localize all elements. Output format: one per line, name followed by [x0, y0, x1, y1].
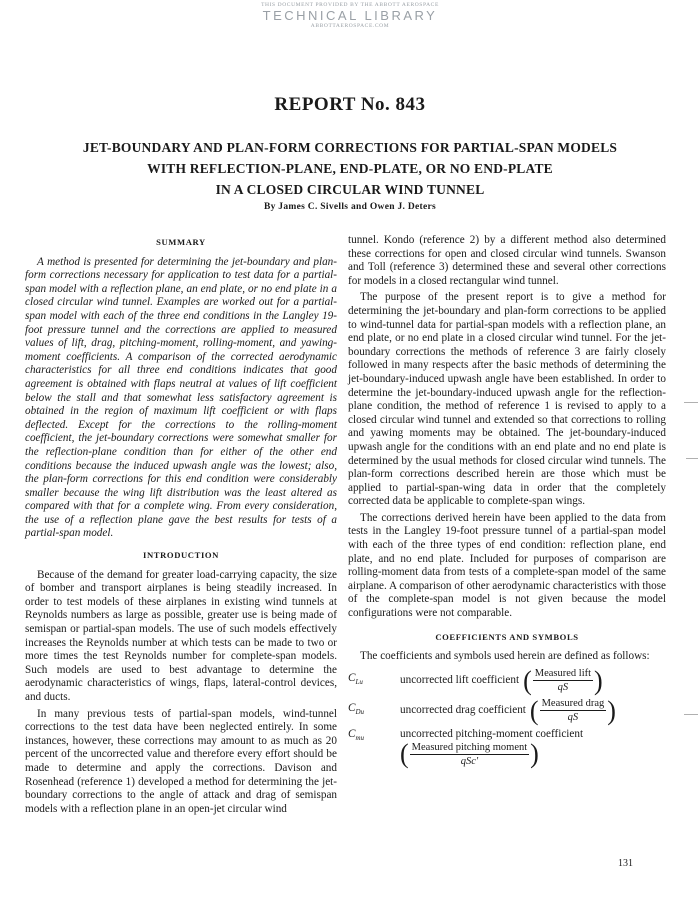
symbol: $C_{mu}$ — [348, 727, 365, 743]
margin-scan-mark — [684, 402, 698, 403]
report-title — [30, 137, 670, 200]
watermark-provider-text: THIS DOCUMENT PROVIDED BY THE ABBOTT AEROSPACE — [261, 2, 439, 8]
margin-scan-mark — [686, 458, 698, 459]
introduction-paragraph: In many previous tests of partial-span models, wind-tunnel corrections to the test data have been neglected entirely. In some instances, however, these corrections may amount to as much as 20 percent of the uncorrected value and therefore every effort should be made to determine and apply the corrections. Davison and Rosenhead (reference 1) developed a method for determining the jet-boundary corrections to the angle of attack and drag of semispan models with a reflection plane in an open-jet circular wind — [25, 707, 337, 815]
coefficients-intro: The coefficients and symbols used herein are defined as follows: — [360, 650, 650, 663]
symbol-definition — [348, 728, 666, 768]
body-paragraph: The purpose of the present report is to give a method for determining the jet-boundary and plan-form corrections to be applied to wind-tunnel data for partial-span models with a reflection plane, an end plate, or no end plate in a closed circular wind tunnel. For the jet-boundary corrections the methods of reference 3 are fairly closely followed in many respects after the basic methods of determining the jet-boundary-induced upwash angle have been established. In order to determine the jet-boundary-induced upwash angle for the reflection-plane condition, the method of reference 1 is revised to apply to a closed circular wind tunnel and extended so that corrections to rolling and yawing moments may be obtained. The jet-boundary-induced upwash angle for the conditions with an end plate and no end plate is determined by the usual methods for closed circular wind tunnels. The plan-form corrections described herein are those which must be applied to partial-span-wing data in order that the completely corrected data be applicable to complete-span wings. — [348, 291, 666, 508]
symbol-definition — [348, 665, 666, 696]
title-line: JET-BOUNDARY AND PLAN-FORM CORRECTIONS FOR PARTIAL-SPAN MODELS — [82, 140, 618, 155]
margin-scan-mark — [684, 714, 698, 715]
watermark-url: ABBOTTAEROSPACE.COM — [310, 23, 390, 29]
title-line: WITH REFLECTION-PLANE, END-PLATE, OR NO END-PLATE — [147, 161, 553, 176]
symbol: $C_{Du}$ — [348, 701, 365, 717]
introduction-heading: INTRODUCTION — [143, 550, 219, 561]
right-column — [348, 234, 666, 771]
symbol-description: uncorrected drag coefficient ( $\frac{\text{Measured drag}}{qS}$ ) — [400, 695, 616, 726]
report-number: REPORT No. 843 — [274, 94, 426, 115]
symbol-description: uncorrected pitching-moment coefficient ( $\frac{\text{Measured pitching moment}}{\text{qSc'}}$ ) — [400, 727, 584, 770]
symbol-description: uncorrected lift coefficient ( $\frac{\text{Measured lift}}{qS}$ ) — [400, 665, 603, 696]
authors-line: By James C. Sivells and Owen J. Deters — [263, 202, 437, 212]
symbol: $C_{Lu}$ — [348, 671, 363, 687]
body-paragraph: tunnel. Kondo (reference 2) by a different method also determined these corrections for open and closed circular wind tunnels. Swanson and Toll (reference 3) determined these and several other corrections for models in a closed rectangular wind tunnel. — [348, 234, 666, 287]
summary-heading: SUMMARY — [156, 237, 206, 247]
title-line: IN A CLOSED CIRCULAR WIND TUNNEL — [215, 182, 485, 197]
summary-paragraph: A method is presented for determining the jet-boundary and plan-form corrections necessary for application to test data for a partial-span model with a reflection plane, an end plate, or no end plate in a closed circular wind tunnel. Examples are worked out for a partial-span model with each of the three end conditions in the Langley 19-foot pressure tunnel and the corrections are applied to measured values of lift, drag, pitching-moment, rolling-moment, and yawing-moment coefficients. A comparison of the corrected aerodynamic characteristics for all three end conditions indicates that good agreement is obtained with flaps neutral at values of lift coefficient below the stall and that somewhat less satisfactory agreement is obtained in the region of maximum lift coefficient or with flaps deflected. Except for the corrections to the rolling-moment coefficient, the jet-boundary corrections were somewhat smaller for the reflection-plane condition than for either of the other end conditions because the induced upwash angle was the lowest; also, the plan-form corrections for this end condition were considerably smaller because the wing lift distribution was the least altered as compared with that for a complete wing. From every consideration, the use of a reflection plane gave the best results for tests of a partial-span model. — [25, 255, 337, 540]
symbol-definition — [348, 695, 666, 726]
watermark-library-name: TECHNICAL LIBRARY — [262, 8, 438, 23]
coefficients-heading: COEFFICIENTS AND SYMBOLS — [435, 631, 579, 642]
left-column — [25, 232, 337, 816]
page-number: 131 — [618, 858, 633, 869]
introduction-paragraph: Because of the demand for greater load-carrying capacity, the size of bomber and transport airplanes is being steadily increased. In order to test models of these airplanes in existing wind tunnels at Reynolds numbers as large as possible, greater use is being made of semispan or partial-span models. The use of such models effectively increases the Reynolds number at which tests can be made to two or more times the test Reynolds number for complete-span models. Such models are used to best advantage to determine the aerodynamic characteristics of wings, flaps, lateral-control devices, and ducts. — [25, 568, 337, 703]
body-paragraph: The corrections derived herein have been applied to the data from tests in the Langley 19-foot pressure tunnel of a partial-span model with each of the three types of end condition: reflection plane, end plate, and no end plate. Included for purposes of comparison are rolling-moment data from tests of a complete-span model of the same airplane. A comparison of other aerodynamic characteristics with those of the complete-span model is not given because the model configurations were not comparable. — [348, 511, 666, 620]
library-watermark — [0, 2, 700, 30]
